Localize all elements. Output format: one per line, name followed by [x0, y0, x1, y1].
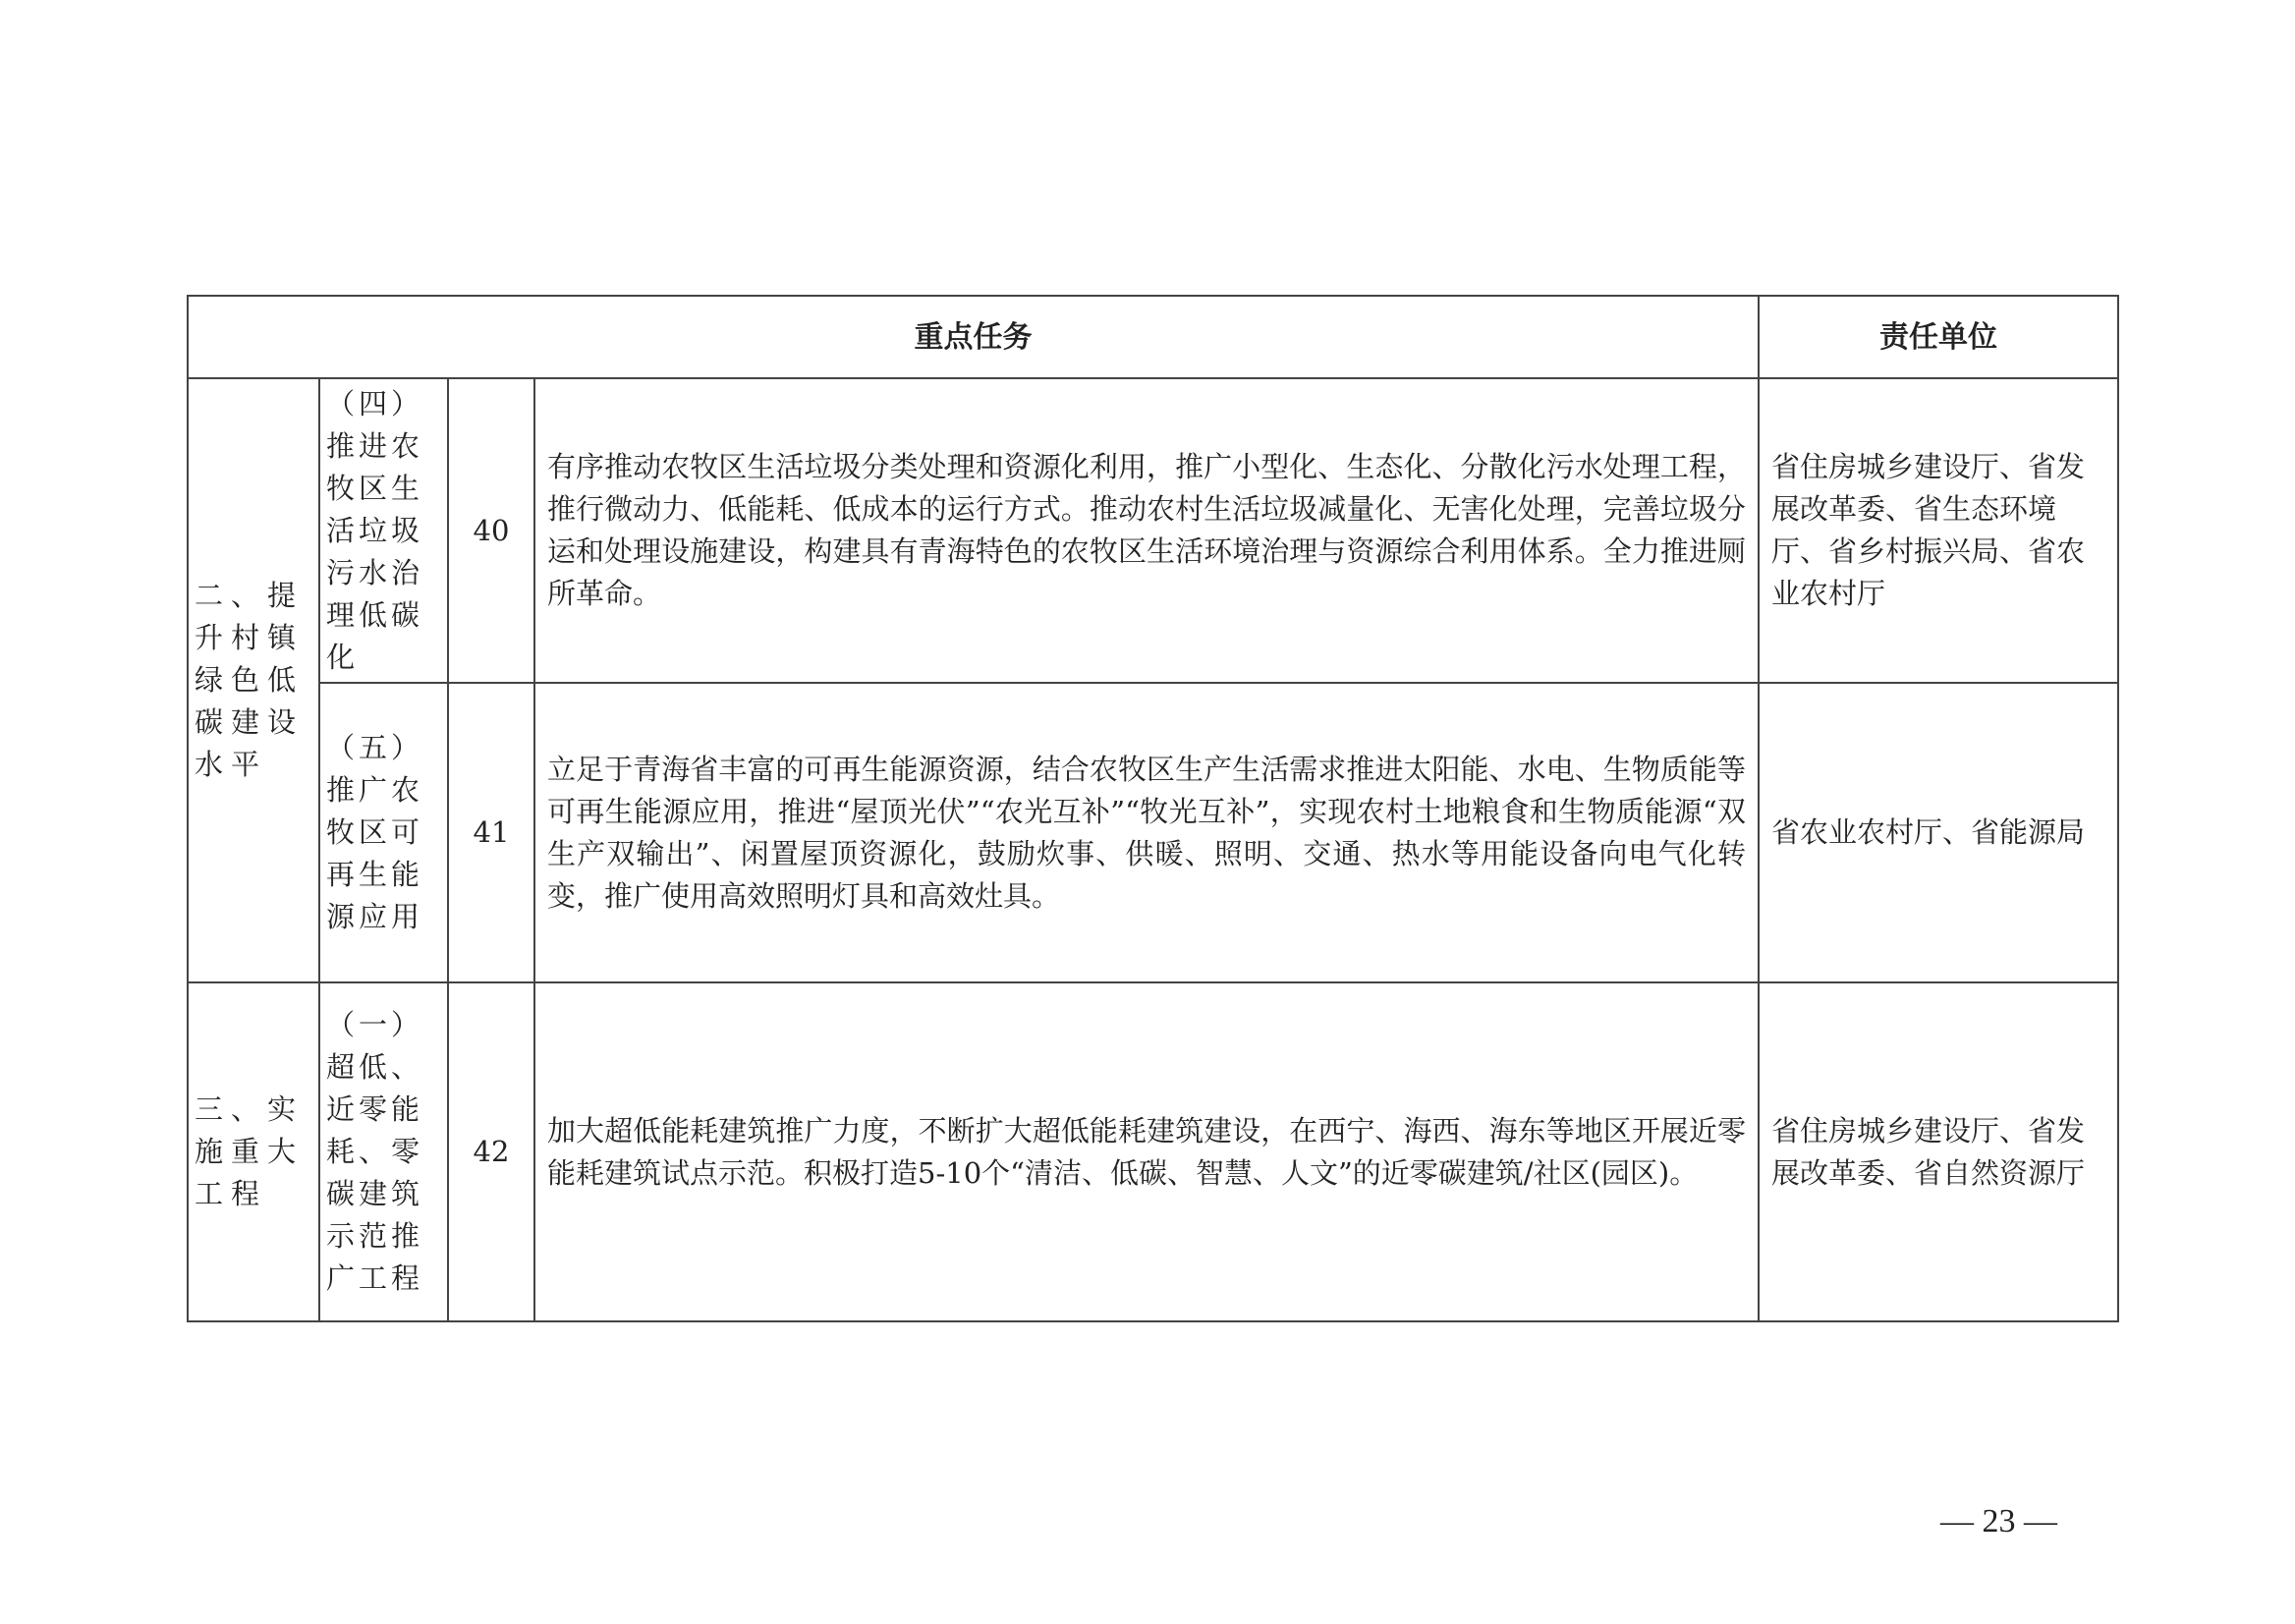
unit-cell: 省住房城乡建设厅、省发展改革委、省生态环境厅、省乡村振兴局、省农业农村厅 — [1759, 378, 2118, 683]
category-cell: 三、实施重大工程 — [188, 982, 319, 1321]
unit-cell: 省农业农村厅、省能源局 — [1759, 683, 2118, 982]
table-row — [188, 683, 2118, 982]
task-cell: 立足于青海省丰富的可再生能源资源，结合农牧区生产生活需求推进太阳能、水电、生物质能等可再生能源应用，推进“屋顶光伏”“农光互补”“牧光互补”，实现农村土地粮食和生物质能源“双生产双输出”、闲置屋顶资源化，鼓励炊事、供暖、照明、交通、热水等用能设备向电气化转变，推广使用高效照明灯具和高效灶具。 — [534, 683, 1759, 982]
page-number: — 23 — — [1940, 1503, 2057, 1540]
subtask-cell: （一）超低、近零能耗、零碳建筑示范推广工程 — [319, 982, 448, 1321]
subtask-cell: （五）推广农牧区可再生能源应用 — [319, 683, 448, 982]
task-cell: 有序推动农牧区生活垃圾分类处理和资源化利用，推广小型化、生态化、分散化污水处理工程，推行微动力、低能耗、低成本的运行方式。推动农村生活垃圾减量化、无害化处理，完善垃圾分运和处理设施建设，构建具有青海特色的农牧区生活环境治理与资源综合利用体系。全力推进厕所革命。 — [534, 378, 1759, 683]
task-table — [187, 295, 2119, 1322]
header-tasks: 重点任务 — [188, 296, 1759, 378]
category-cell: 二、提升村镇绿色低碳建设水平 — [188, 378, 319, 982]
table-row — [188, 982, 2118, 1321]
task-cell: 加大超低能耗建筑推广力度，不断扩大超低能耗建筑建设，在西宁、海西、海东等地区开展近零能耗建筑试点示范。积极打造5-10个“清洁、低碳、智慧、人文”的近零碳建筑/社区(园区)。 — [534, 982, 1759, 1321]
number-cell: 41 — [448, 683, 534, 982]
table-row — [188, 378, 2118, 683]
header-responsible: 责任单位 — [1759, 296, 2118, 378]
unit-cell: 省住房城乡建设厅、省发展改革委、省自然资源厅 — [1759, 982, 2118, 1321]
subtask-cell: （四）推进农牧区生活垃圾污水治理低碳化 — [319, 378, 448, 683]
table-header-row — [188, 296, 2118, 378]
number-cell: 42 — [448, 982, 534, 1321]
number-cell: 40 — [448, 378, 534, 683]
